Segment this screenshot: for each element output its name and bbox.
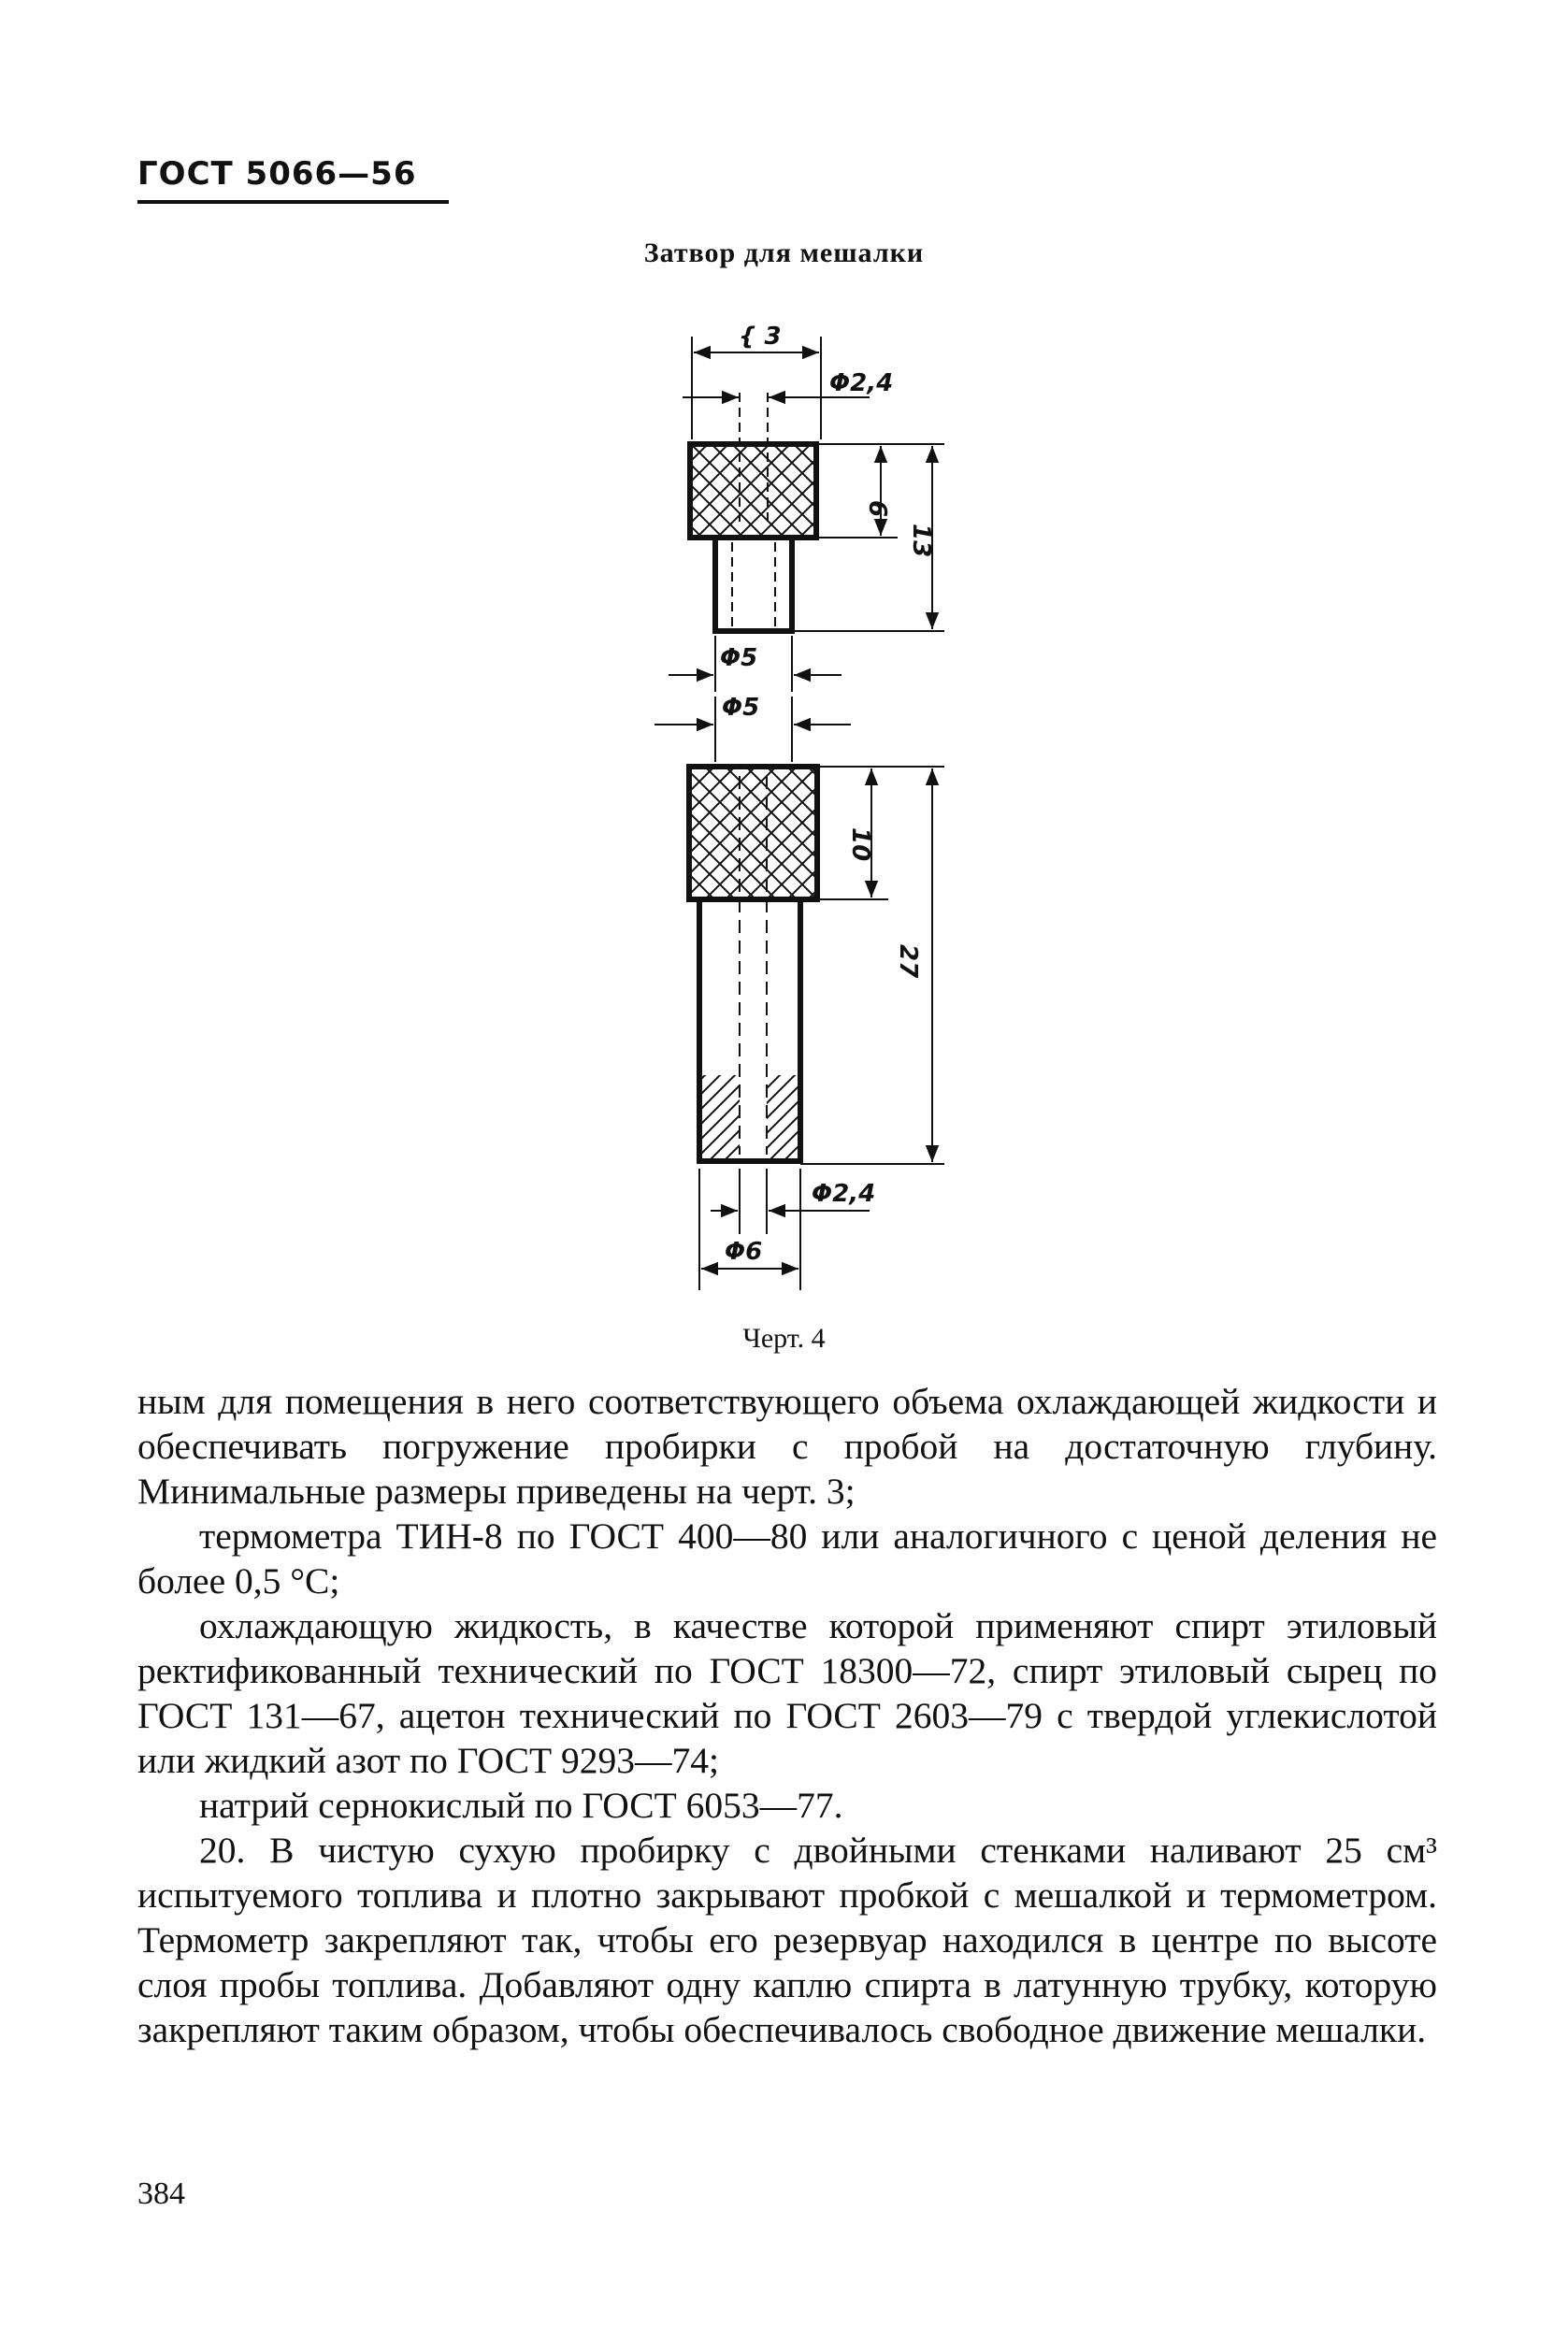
paragraph: термометра ТИН-8 по ГОСТ 400—80 или аналогичного с ценой деления не более 0,5 °С;: [137, 1515, 1437, 1601]
body-text: [137, 1379, 1437, 2052]
paragraph: натрий сернокислый по ГОСТ 6053—77.: [199, 1785, 843, 1826]
dim-top-height-small: 6: [863, 500, 891, 518]
dim-bottom-height-small: 10: [846, 827, 874, 862]
dim-bottom-height-total: 27: [894, 944, 922, 979]
dim-bottom-hole: Φ2,4: [812, 1180, 876, 1208]
paragraph: охлаждающую жидкость, в качестве которой применяют спирт этиловый ректификованный технический по ГОСТ 18300—72, спирт этиловый сырец по ГОСТ 131—67, ацетон технический по ГОСТ 2603—79 с твердой углекислотой или жидкий азот по ГОСТ 9293—74;: [137, 1605, 1437, 1781]
page-number: 384: [137, 2176, 185, 2211]
figure-caption: Черт. 4: [742, 1323, 826, 1354]
paragraph: 20. В чистую сухую пробирку с двойными стенками наливают 25 см³ испытуемого топлива и плотно закрывают пробкой с мешалкой и термометром. Термометр закрепляют так, чтобы его резервуар находился в центре по высоте слоя пробы топлива. Добавляют одну каплю спирта в латунную трубку, которую закрепляют таким образом, чтобы обеспечивалось свободное движение мешалки.: [137, 1830, 1437, 2050]
dim-top-stem-dia: Φ5: [720, 644, 758, 672]
upper-seal-part: [690, 393, 816, 631]
lower-head-section: [689, 767, 817, 899]
lower-dimension-top: [655, 694, 851, 762]
document-header: ГОСТ 5066—56: [137, 155, 417, 193]
dim-bottom-outer-dia: Φ6: [725, 1238, 763, 1266]
lower-seal-part: [689, 767, 817, 1161]
figure-title: Затвор для мешалки: [643, 237, 925, 268]
dim-bottom-bore-dia: Φ5: [722, 694, 760, 722]
dim-top-hole: Φ2,4: [829, 369, 894, 397]
dim-top-height-total: 13: [907, 524, 935, 558]
paragraph: ным для помещения в него соответствующего объема охлаждающей жидкости и обеспечивать погружение пробирки с пробой на достаточную глубину. Минимальные размеры приведены на черт. 3;: [137, 1381, 1437, 1512]
dim-top-width: { 3: [739, 323, 782, 351]
upper-stem: [715, 538, 792, 631]
upper-head-section: [690, 444, 816, 538]
